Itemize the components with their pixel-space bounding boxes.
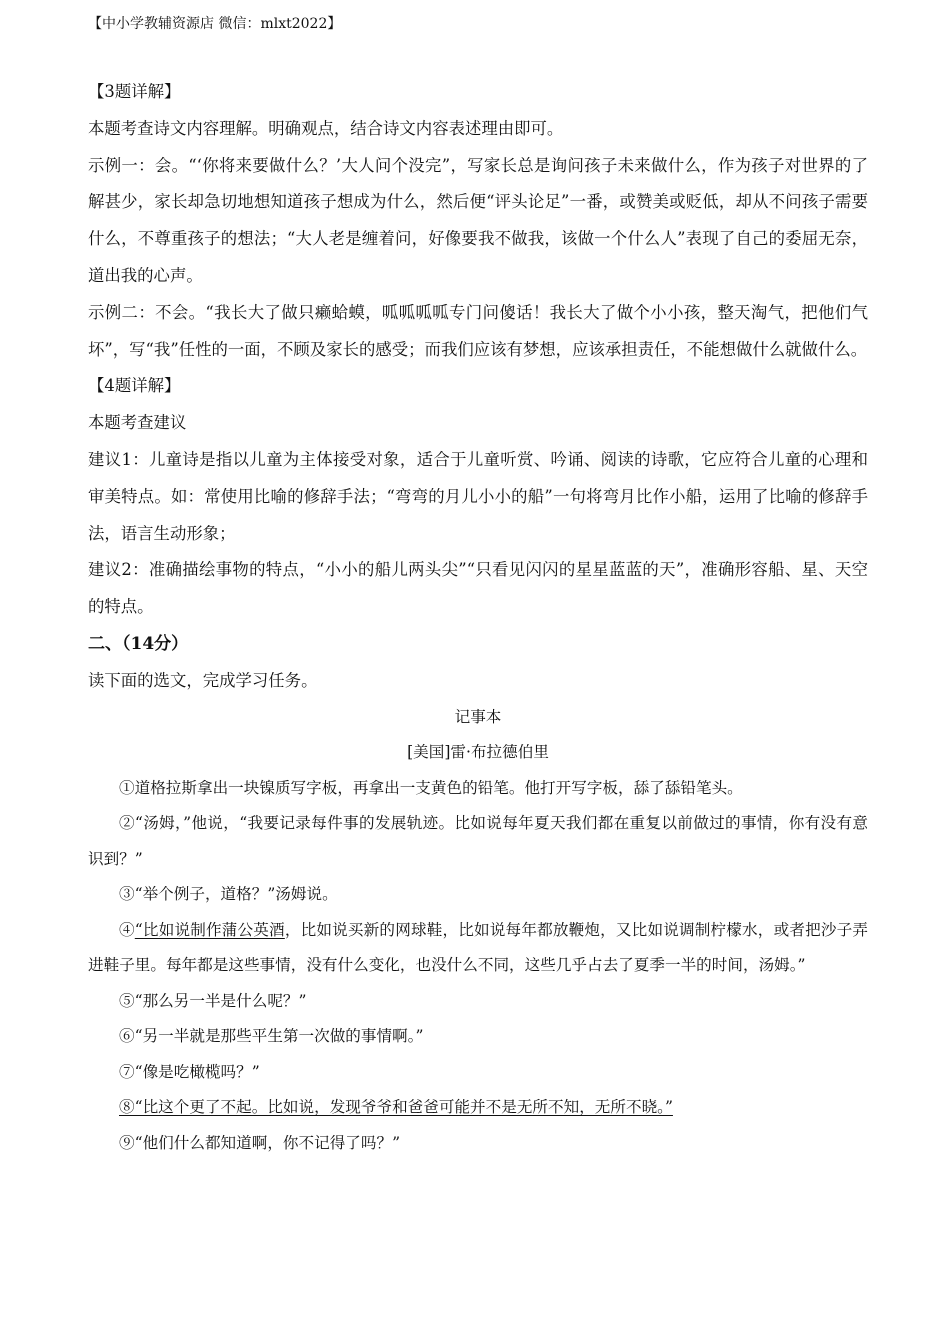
story-author: [美国]雷·布拉德伯里 <box>407 743 549 762</box>
story-paragraph-7: ⑦“像是吃橄榄吗？” <box>119 1062 260 1081</box>
story-paragraph-3: ③“举个例子，道格？”汤姆说。 <box>119 885 338 904</box>
section-2-instruction: 读下面的选文，完成学习任务。 <box>88 670 318 690</box>
q4-suggestion-2: 建议2：准确描绘事物的特点，“小小的船儿两头尖”“只看见闪闪的星星蓝蓝的天”，准确形容船、星、天空的特点。 <box>88 560 868 617</box>
story-paragraph-4 <box>88 913 868 984</box>
underlined-sentence: ⑧“比这个更了不起。比如说，发现爷爷和爸爸可能并不是无所不知，无所不晓。” <box>119 1098 673 1117</box>
underlined-phrase: “比如说制作蒲公英酒 <box>134 920 285 939</box>
q4-intro: 本题考查建议 <box>88 413 187 433</box>
document-body <box>88 74 868 1161</box>
story-paragraph-9: ⑨“他们什么都知道啊，你不记得了吗？” <box>119 1133 401 1152</box>
story-paragraph-6: ⑥“另一半就是那些平生第一次做的事情啊。” <box>119 1027 424 1046</box>
paragraph-4-rest: ，比如说买新的网球鞋，比如说每年都放鞭炮，又比如说调制柠檬水，或者把沙子弄进鞋子里。每年都是这些事情，没有什么变化，也没什么不同，这些几乎占去了夏季一半的时间，汤姆。” <box>88 920 868 975</box>
q3-intro: 本题考查诗文内容理解。明确观点，结合诗文内容表述理由即可。 <box>88 118 564 138</box>
story-paragraph-2: ②“汤姆，”他说，“我要记录每件事的发展轨迹。比如说每年夏天我们都在重复以前做过的事情，你有没有意识到？” <box>88 814 868 868</box>
page-header-watermark: 【中小学教辅资源店 微信：mlxt2022】 <box>88 16 342 32</box>
story-paragraph-5: ⑤“那么另一半是什么呢？” <box>119 991 307 1010</box>
story-paragraph-8 <box>88 1090 868 1126</box>
story-passage <box>88 700 868 1162</box>
story-title: 记事本 <box>454 707 502 726</box>
q3-example-1: 示例一：会。“‘你将来要做什么？’大人问个没完”，写家长总是询问孩子未来做什么，作为孩子对世界的了解甚少，家长却急切地想知道孩子想成为什么，然后便“评头论足”一番，或赞美或贬低，却从不问孩子需要什么，不尊重孩子的想法；“大人老是缠着问，好像要我不做我，该做一个什么人”表现了自己的委屈无奈，道出我的心声。 <box>88 155 868 285</box>
paragraph-4-number: ④ <box>119 920 135 939</box>
q3-heading: 【3题详解】 <box>88 82 181 101</box>
q4-heading: 【4题详解】 <box>88 376 181 396</box>
q4-suggestion-1: 建议1：儿童诗是指以儿童为主体接受对象，适合于儿童听赏、吟诵、阅读的诗歌，它应符合儿童的心理和审美特点。如：常使用比喻的修辞手法；“弯弯的月儿小小的船”一句将弯月比作小船，运用了比喻的修辞手法，语言生动形象； <box>88 449 868 543</box>
section-2-title: 二、（14分） <box>88 633 189 654</box>
q3-example-2: 示例二：不会。“我长大了做只癞蛤蟆，呱呱呱呱专门问傻话！我长大了做个小小孩，整天淘气，把他们气坏”，写“我”任性的一面，不顾及家长的感受；而我们应该有梦想，应该承担责任，不能想做什么就做什么。 <box>88 302 868 359</box>
story-paragraph-1: ①道格拉斯拿出一块镍质写字板，再拿出一支黄色的铅笔。他打开写字板，舔了舔铅笔头。 <box>119 778 743 797</box>
